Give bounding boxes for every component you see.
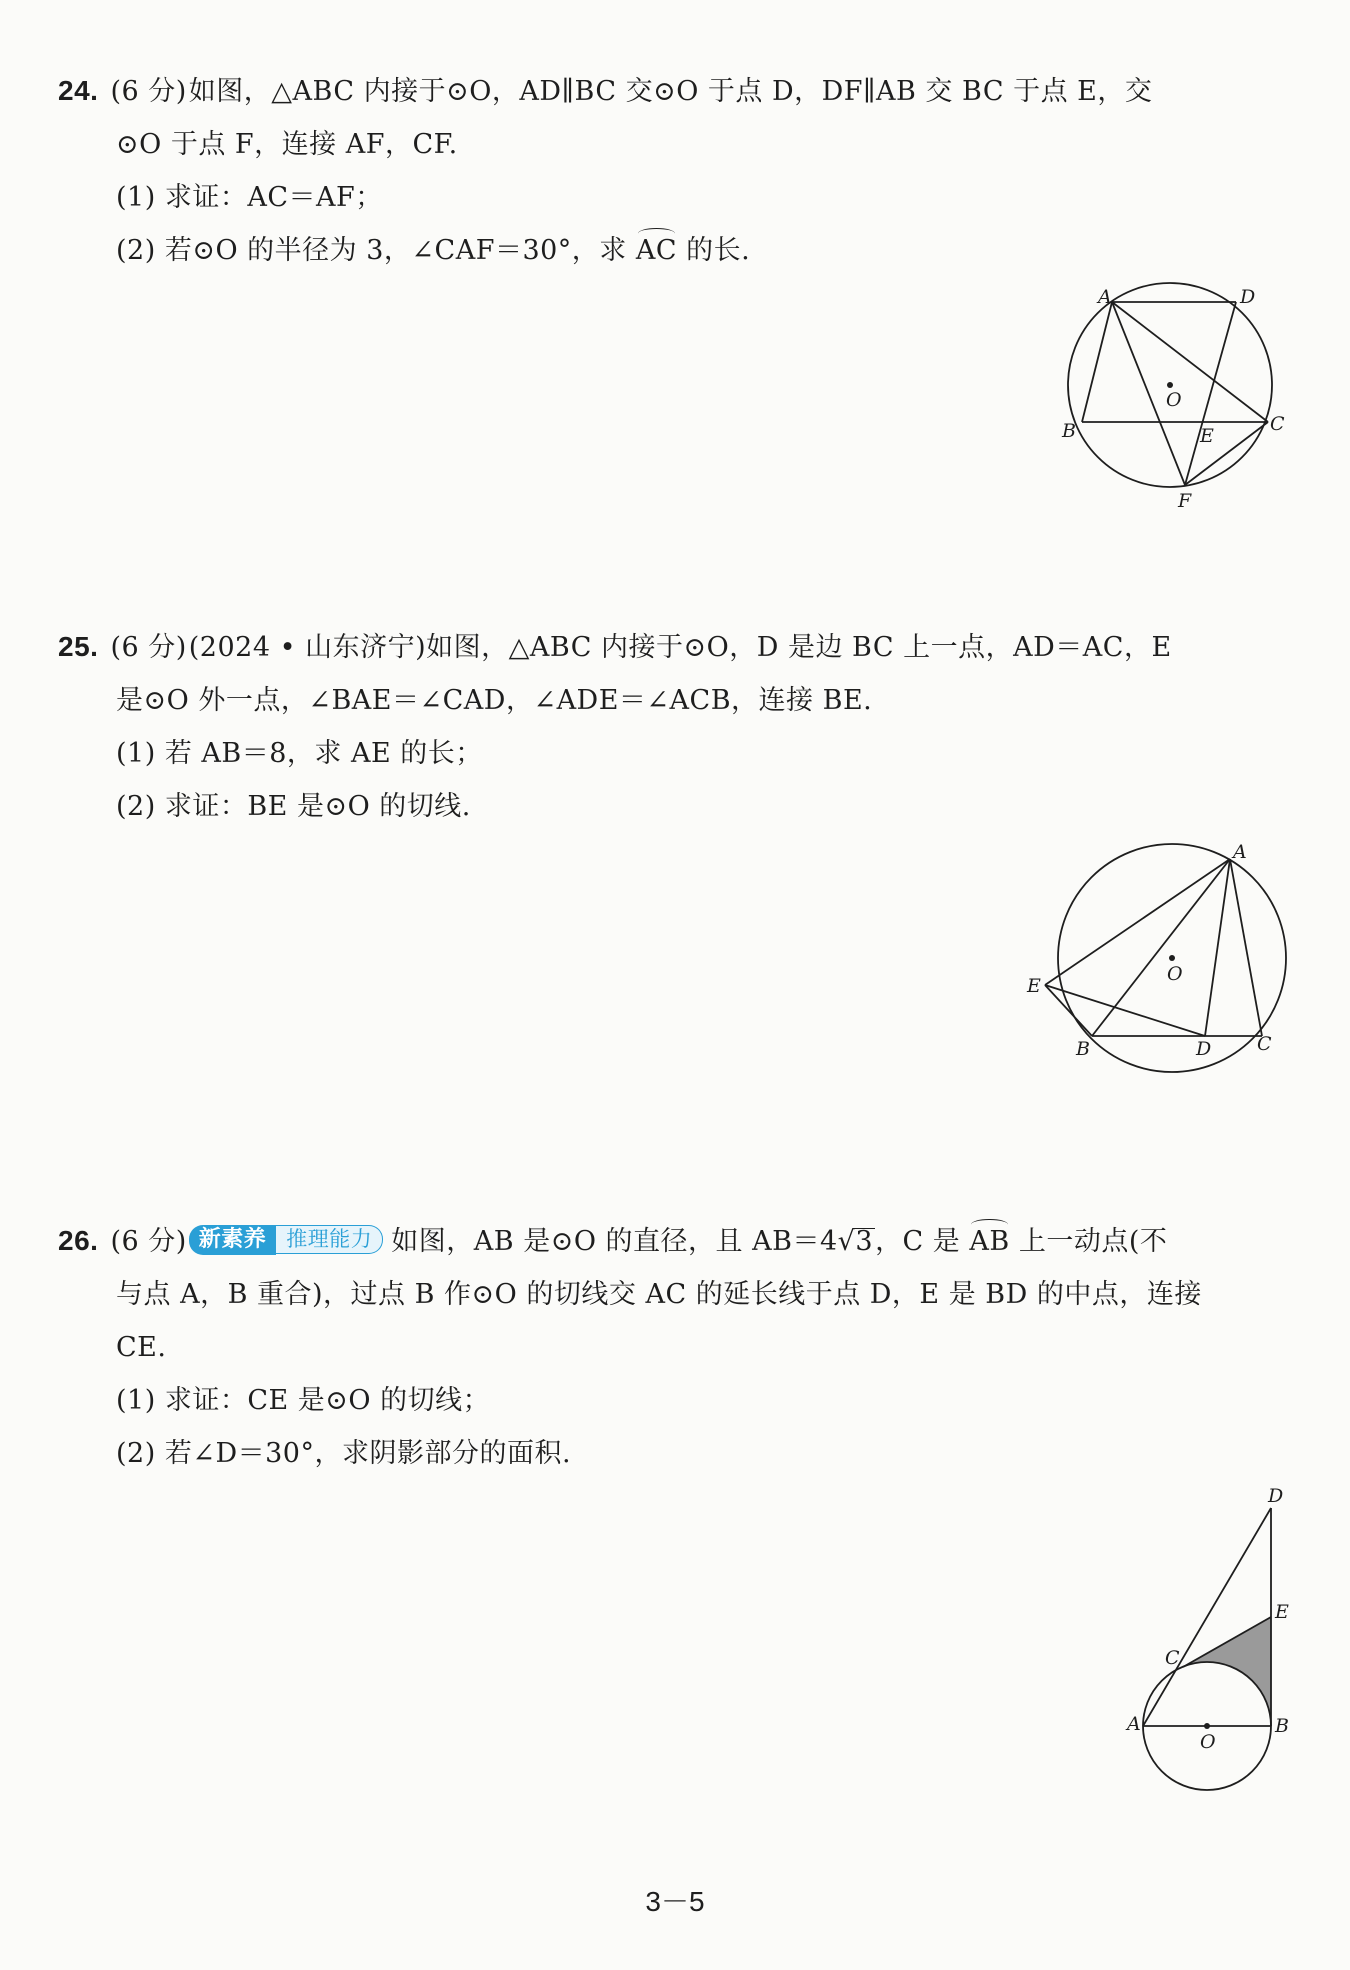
label-a: A (1098, 286, 1112, 308)
label-e: E (1200, 425, 1214, 447)
stem-text: 上一动点(不 (1009, 1226, 1168, 1257)
label-b: B (1275, 1715, 1289, 1737)
label-d: D (1268, 1485, 1284, 1507)
problem-26-question-2: (2) 若∠D＝30°，求阴影部分的面积. (116, 1438, 572, 1469)
figure-25 (1020, 840, 1310, 1080)
new-literacy-badge: 新素养 (189, 1225, 277, 1255)
problem-24-question-2 (58, 224, 1298, 277)
problem-26-stem-line3: CE. (116, 1332, 167, 1363)
label-a: A (1233, 841, 1247, 863)
label-a: A (1127, 1713, 1141, 1735)
problem-26-stem-line1 (58, 1214, 1298, 1268)
problem-25-question-1: (1) 若 AB＝8，求 AE 的长； (116, 738, 483, 769)
center-dot (1167, 382, 1173, 388)
segment-ad (1143, 1508, 1271, 1726)
label-o: O (1166, 389, 1182, 411)
problem-24-stem-line1 (58, 64, 1298, 118)
label-c: C (1165, 1647, 1180, 1669)
shaded-region (1183, 1617, 1271, 1726)
score-label: (6 分) (110, 76, 187, 107)
problem-24 (58, 64, 1298, 277)
label-b: B (1076, 1038, 1090, 1060)
figure-24 (1050, 280, 1310, 520)
stem-text: 如图，△ABC 内接于⊙O，AD∥BC 交⊙O 于点 D，DF∥AB 交 BC 于点 E，交 (188, 76, 1153, 107)
problem-25-question-2: (2) 求证：BE 是⊙O 的切线. (116, 791, 471, 822)
segment-ac (1230, 859, 1262, 1036)
label-e: E (1275, 1601, 1289, 1623)
problem-25-stem-line1 (58, 620, 1298, 674)
arc-notation: AC (636, 224, 677, 277)
arc-notation: AB (969, 1215, 1009, 1268)
problem-number: 26. (58, 1225, 99, 1256)
label-f: F (1178, 490, 1192, 512)
label-o: O (1167, 963, 1183, 985)
problem-number: 24. (58, 75, 99, 106)
sqrt-radicand: 3 (855, 1226, 874, 1257)
problem-26 (58, 1214, 1298, 1480)
problem-number: 25. (58, 631, 99, 662)
question-text: 的长. (677, 235, 751, 266)
figure-26 (1120, 1480, 1300, 1800)
score-label: (6 分) (110, 1226, 187, 1257)
problem-26-question-1: (1) 求证：CE 是⊙O 的切线； (116, 1385, 491, 1416)
stem-text: 如图，AB 是⊙O 的直径，且 AB＝4 (391, 1226, 838, 1257)
problem-26-stem-line2: 与点 A，B 重合)，过点 B 作⊙O 的切线交 AC 的延长线于点 D，E 是 BD 的中点，连接 (116, 1279, 1202, 1310)
label-e: E (1027, 975, 1041, 997)
stem-text: ，C 是 (875, 1226, 970, 1257)
label-d: D (1196, 1038, 1212, 1060)
label-c: C (1270, 413, 1285, 435)
reasoning-ability-badge: 推理能力 (276, 1225, 383, 1254)
problem-25-stem-line2: 是⊙O 外一点，∠BAE＝∠CAD，∠ADE＝∠ACB，连接 BE. (116, 685, 873, 716)
problem-24-question-1: (1) 求证：AC＝AF； (116, 182, 383, 213)
segment-df (1185, 302, 1236, 485)
question-text: (2) 若⊙O 的半径为 3，∠CAF＝30°，求 (116, 235, 636, 266)
problem-25 (58, 620, 1298, 833)
page-number: 3－5 (645, 1886, 705, 1917)
label-d: D (1240, 286, 1256, 308)
sqrt-symbol: √ (837, 1226, 856, 1257)
segment-ae (1045, 859, 1230, 985)
label-c: C (1257, 1033, 1272, 1055)
center-dot (1169, 955, 1175, 961)
stem-text: (2024 • 山东济宁)如图，△ABC 内接于⊙O，D 是边 BC 上一点，AD＝AC，E (188, 632, 1172, 663)
label-o: O (1200, 1731, 1216, 1753)
problem-24-stem-line2: ⊙O 于点 F，连接 AF，CF. (116, 129, 458, 160)
segment-cf (1185, 422, 1268, 485)
center-dot (1204, 1723, 1210, 1729)
segment-ab (1082, 302, 1112, 422)
score-label: (6 分) (110, 632, 187, 663)
label-b: B (1062, 420, 1076, 442)
